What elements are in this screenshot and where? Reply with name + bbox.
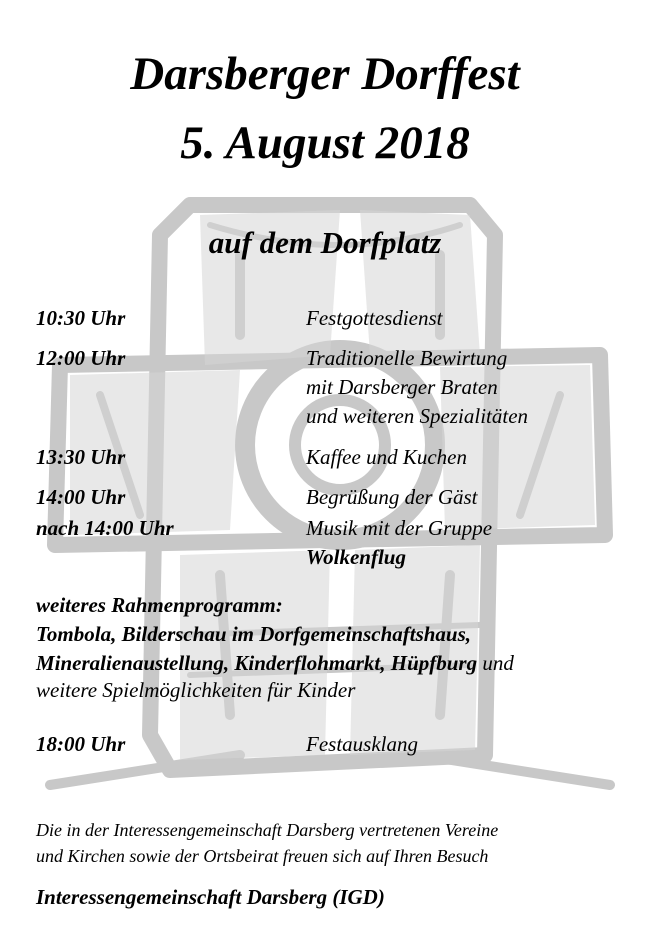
schedule-time: 13:30 Uhr bbox=[36, 445, 126, 469]
footer-text: und Kirchen sowie der Ortsbeirat freuen sich auf Ihren Besuch bbox=[36, 846, 489, 866]
schedule-description: Begrüßung der Gäst bbox=[306, 485, 478, 509]
closing-time: 18:00 Uhr bbox=[36, 732, 126, 756]
program-line: Tombola, Bilderschau im Dorfgemeinschaftshaus, bbox=[36, 622, 472, 646]
band-name: Wolkenflug bbox=[306, 545, 406, 569]
schedule-description: Kaffee und Kuchen bbox=[306, 445, 467, 469]
schedule-time: 14:00 Uhr bbox=[36, 485, 126, 509]
schedule-description: Festgottesdienst bbox=[306, 306, 443, 330]
schedule-time: 12:00 Uhr bbox=[36, 346, 126, 370]
program-line: weitere Spielmöglichkeiten für Kinder bbox=[36, 678, 356, 702]
schedule-description: mit Darsberger Braten bbox=[306, 375, 498, 399]
program-line bbox=[36, 650, 514, 676]
schedule-description: Musik mit der Gruppe bbox=[306, 516, 493, 540]
program-conjunction: und bbox=[477, 651, 514, 675]
schedule-time: nach 14:00 Uhr bbox=[36, 516, 174, 540]
program-highlights: Mineralienaustellung, Kinderflohmarkt, Hüpfburg bbox=[36, 651, 478, 675]
footer-text: Die in der Interessengemeinschaft Darsberg vertretenen Vereine bbox=[36, 820, 499, 840]
event-title: Darsberger Dorffest bbox=[130, 48, 520, 100]
closing-label: Festausklang bbox=[306, 732, 418, 756]
program-heading: weiteres Rahmenprogramm: bbox=[36, 593, 283, 617]
event-date: 5. August 2018 bbox=[180, 117, 470, 169]
event-location: auf dem Dorfplatz bbox=[208, 225, 442, 260]
schedule-description: Traditionelle Bewirtung bbox=[306, 346, 508, 370]
schedule-time: 10:30 Uhr bbox=[36, 306, 126, 330]
organizer-name: Interessengemeinschaft Darsberg (IGD) bbox=[36, 885, 385, 909]
schedule-description: und weiteren Spezialitäten bbox=[306, 404, 529, 428]
